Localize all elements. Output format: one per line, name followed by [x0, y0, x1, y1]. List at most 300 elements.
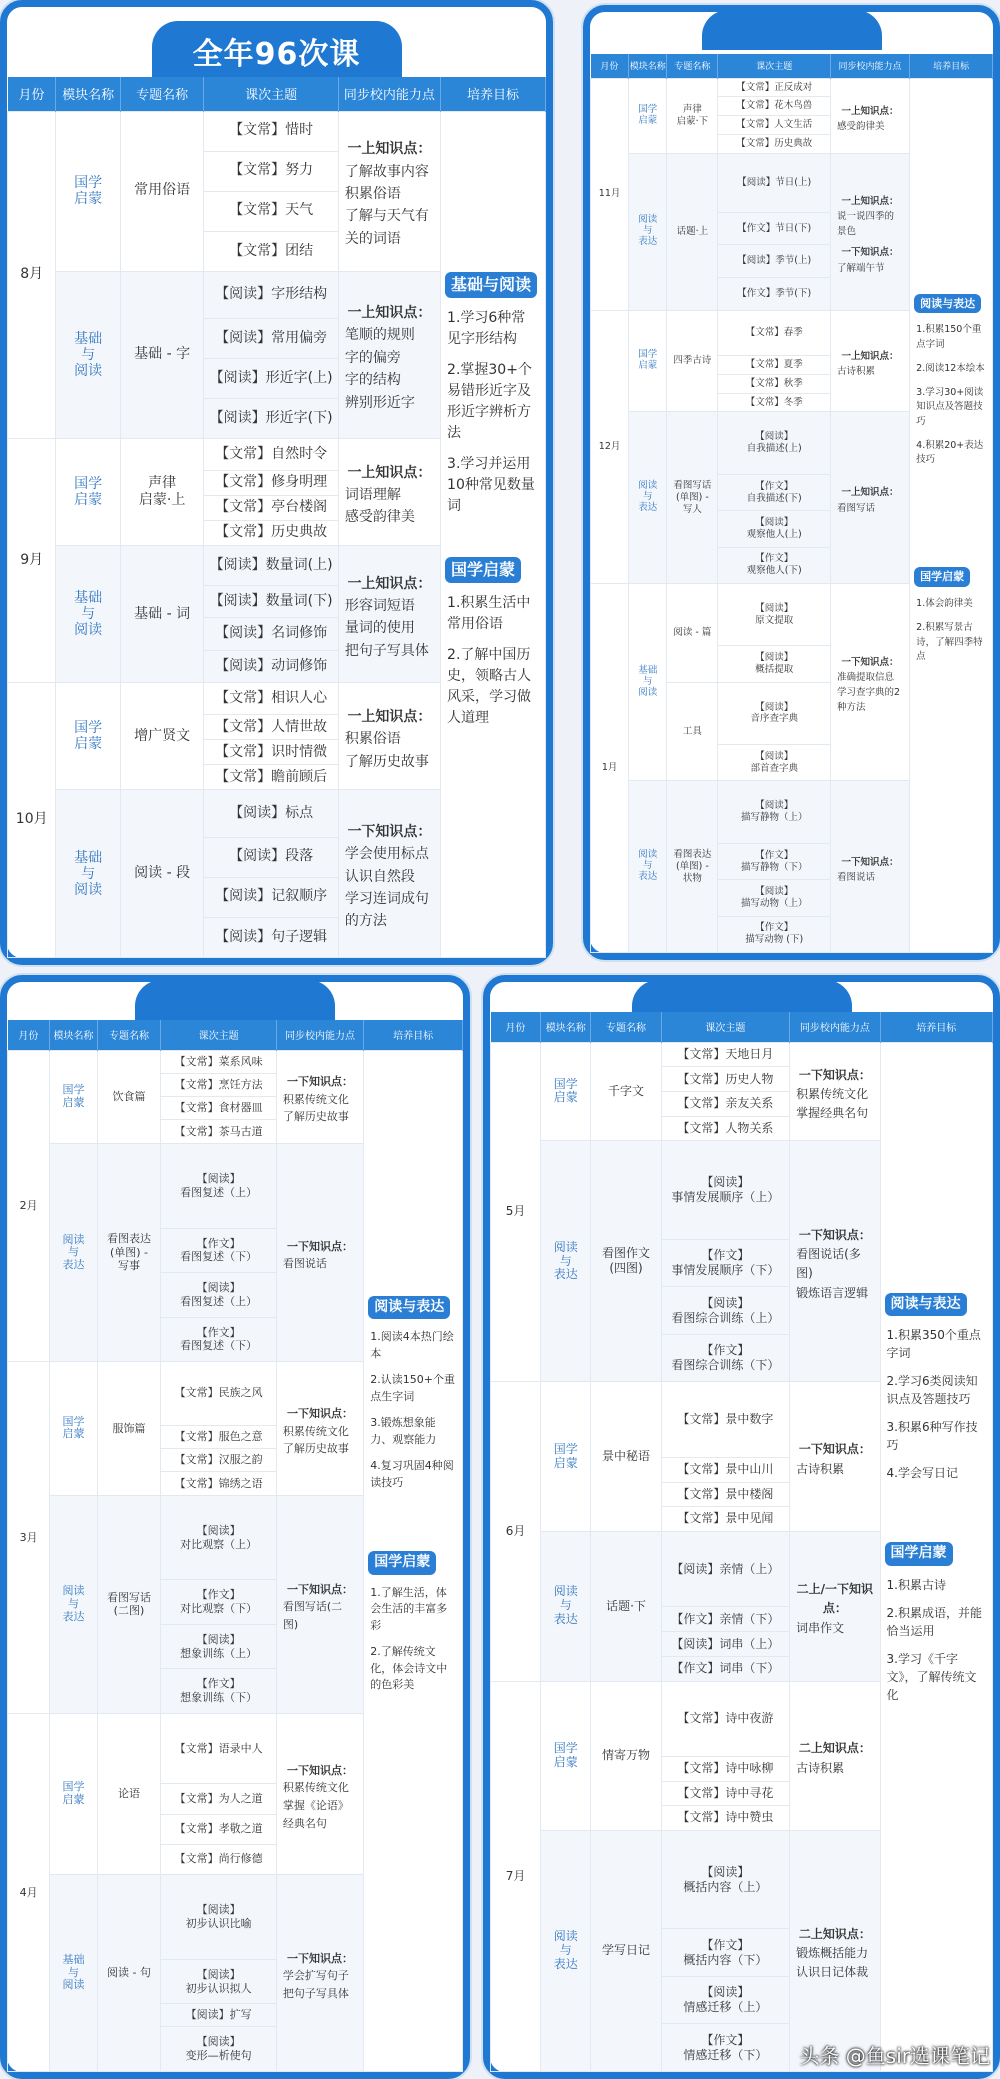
ability-cell: [338, 790, 440, 958]
lesson-cell: 【阅读】动词修饰: [204, 650, 339, 683]
lesson-cell: 【阅读】 看图复述（上）: [161, 1143, 277, 1228]
ability-heading: 一上知识点：: [841, 487, 899, 499]
ability-line: 了解历史故事: [282, 1110, 349, 1124]
ability-line: 古诗积累: [836, 366, 875, 378]
goal-item: 2.阅读12本绘本: [916, 362, 985, 374]
ability-line: 了解与天气有关的词语: [344, 208, 429, 247]
goal-item: 2.了解传统文化，体会诗文中的色彩美: [370, 1645, 448, 1691]
module-cell: 国学 启蒙: [629, 78, 667, 154]
topic-cell: 阅读 - 句: [97, 1874, 161, 2071]
ability-cell: [790, 1141, 880, 1382]
ability-cell: [276, 1050, 363, 1143]
curriculum-table: [7, 77, 546, 958]
lesson-cell: 【阅读】记叙顺序: [204, 877, 339, 917]
month-cell: 8月: [8, 111, 56, 439]
goal-category-tag: 国学启蒙: [368, 1551, 436, 1575]
lesson-cell: 【阅读】 想象训练（上）: [161, 1624, 277, 1669]
ability-line: 感受韵律美: [344, 509, 415, 526]
goals-cell: [910, 78, 993, 953]
ability-heading: 一上知识点：: [347, 141, 432, 158]
ability-line: 看图写话(二图): [282, 1600, 343, 1632]
header-row: [591, 54, 993, 78]
goal-group: [887, 1542, 986, 1704]
lesson-cell: 【阅读】 变形—析使句: [161, 2027, 277, 2072]
table-body: [591, 78, 993, 953]
lesson-cell: 【阅读】 概括内容（上）: [661, 1830, 790, 1929]
ability-line: 锻炼语言逻辑: [796, 1285, 869, 1300]
lesson-cell: 【文常】修身明理: [204, 471, 339, 496]
lesson-cell: 【文常】天气: [204, 191, 339, 231]
module-cell: 阅读 与 表达: [50, 1495, 97, 1713]
lesson-cell: 【文常】汉服之韵: [161, 1448, 277, 1471]
goal-item: 4.复习巩固4种阅读技巧: [370, 1459, 454, 1489]
topic-cell: 增广贤文: [120, 683, 203, 790]
lesson-cell: 【作文】节日(下): [718, 212, 831, 245]
lesson-cell: 【文常】景中见闻: [661, 1507, 790, 1532]
goal-item: 2.学习6类阅读知识点及答题技巧: [886, 1374, 978, 1406]
lesson-cell: 【阅读】名词修饰: [204, 618, 339, 651]
column-header: 模块名称: [629, 54, 667, 78]
column-header: 课次主题: [204, 77, 339, 111]
module-cell: 国学 启蒙: [50, 1713, 97, 1874]
ability-line: 词串作文: [796, 1620, 845, 1635]
ability-line: 看图说话(多图): [796, 1247, 861, 1281]
ability-heading: 一上知识点：: [347, 464, 432, 481]
ability-heading: 一上知识点：: [347, 305, 432, 322]
lesson-cell: 【文常】相识人心: [204, 683, 339, 715]
column-header: 专题名称: [667, 54, 718, 78]
topic-cell: 基础 - 字: [120, 271, 203, 438]
table-row: [491, 1042, 993, 1067]
ability-heading: 一下知识点：: [287, 1075, 354, 1089]
goal-item: 1.积累150个重点字词: [916, 324, 982, 350]
goal-group: [447, 272, 539, 517]
lesson-cell: 【作文】 看图复述（下）: [161, 1228, 277, 1273]
column-header: 同步校内能力点: [790, 1012, 880, 1042]
goal-item: 4.学会写日记: [886, 1466, 958, 1480]
month-cell: 1月: [591, 583, 629, 952]
lesson-cell: 【作文】 看图综合训练（下）: [661, 1334, 790, 1381]
ability-heading: 一下知识点：: [798, 1442, 871, 1457]
goal-category-tag: 国学启蒙: [914, 567, 970, 587]
goal-group: [370, 1551, 456, 1694]
header-row: [491, 1012, 993, 1042]
lesson-cell: 【文常】秋季: [718, 374, 831, 393]
module-cell: 阅读 与 表达: [541, 1531, 591, 1681]
ability-line: 古诗积累: [796, 1461, 845, 1476]
lesson-cell: 【阅读】 概括提取: [718, 646, 831, 682]
goal-category-tag: 阅读与表达: [885, 1293, 967, 1317]
goal-category-tag: 阅读与表达: [368, 1296, 450, 1320]
ability-cell: [790, 1830, 880, 2071]
lesson-cell: 【阅读】节日(上): [718, 154, 831, 213]
ability-cell: [830, 583, 909, 781]
table-header: [8, 77, 546, 111]
lesson-cell: 【文常】食材器皿: [161, 1097, 277, 1120]
lesson-cell: 【阅读】数量词(下): [204, 585, 339, 618]
lesson-cell: 【作文】 看图复述（下）: [161, 1317, 277, 1362]
curriculum-table: [7, 1020, 463, 2072]
goal-item: 1.积累古诗: [886, 1577, 946, 1592]
goal-category-tag: 阅读与表达: [914, 294, 981, 314]
topic-cell: 看图表达 (单图) - 状物: [667, 781, 718, 953]
lesson-cell: 【文常】夏季: [718, 355, 831, 374]
goal-category-tag: 国学启蒙: [885, 1542, 953, 1566]
ability-line: 学习连词成句的方法: [344, 890, 429, 930]
column-header: 专题名称: [591, 1012, 661, 1042]
topic-cell: 常用俗语: [120, 111, 203, 271]
lesson-cell: 【文常】服色之意: [161, 1425, 277, 1448]
lesson-cell: 【阅读】字形结构: [204, 271, 339, 318]
watermark: 头条 @鱼sir选课笔记: [799, 2044, 990, 2068]
ability-heading: 一上知识点：: [841, 195, 899, 207]
ability-line: 词语理解: [344, 487, 401, 503]
ability-cell: [338, 111, 440, 271]
goal-category-tag: 基础与阅读: [445, 272, 537, 298]
lesson-cell: 【阅读】 看图综合训练（上）: [661, 1287, 790, 1334]
lesson-cell: 【阅读】句子逻辑: [204, 917, 339, 957]
topic-cell: 工具: [667, 682, 718, 781]
ability-heading: 一下知识点：: [287, 1763, 354, 1777]
goal-item: 3.学习并运用10种常见数量词: [447, 455, 535, 514]
goal-item: 2.认读150+个重点生字词: [370, 1373, 455, 1403]
module-cell: 阅读 与 表达: [629, 412, 667, 583]
topic-cell: 学写日记: [591, 1830, 661, 2071]
goals-cell: [364, 1050, 463, 2072]
lesson-cell: 【作文】 情感迁移（下）: [661, 2024, 790, 2072]
ability-line: 古诗积累: [796, 1760, 845, 1775]
month-cell: 6月: [491, 1382, 541, 1681]
ability-line: 积累传统文化: [282, 1424, 349, 1438]
module-cell: 国学 启蒙: [56, 439, 121, 546]
ability-cell: [338, 439, 440, 546]
lesson-cell: 【文常】冬季: [718, 393, 831, 412]
module-cell: 基础 与 阅读: [56, 546, 121, 683]
month-cell: 7月: [491, 1681, 541, 2071]
table-body: [8, 1050, 463, 2072]
column-header: 培养目标: [880, 1012, 992, 1042]
column-header: 课次主题: [661, 1012, 790, 1042]
ability-line: 笔顺的规则: [344, 327, 415, 344]
goal-item: 2.了解中国历史，领略古人风采，学习做人道理: [447, 646, 532, 726]
ability-line: 积累传统文化: [282, 1781, 349, 1795]
curriculum-panel-aug-oct: [0, 0, 553, 965]
lesson-cell: 【作文】 自我描述(下): [718, 474, 831, 510]
lesson-cell: 【文常】孝敬之道: [161, 1814, 277, 1844]
topic-cell: 论语: [97, 1713, 161, 1874]
goals-cell: [880, 1042, 992, 2072]
column-header: 课次主题: [718, 54, 831, 78]
lesson-cell: 【阅读】 描写动物（上）: [718, 880, 831, 916]
goal-item: 4.积累20+表达技巧: [916, 439, 984, 465]
ability-line: 了解端午节: [836, 262, 885, 274]
module-cell: 国学 启蒙: [56, 683, 121, 790]
column-header: 同步校内能力点: [830, 54, 909, 78]
ability-line: 认识自然段: [344, 868, 415, 885]
ability-cell: [790, 1042, 880, 1141]
lesson-cell: 【文常】正反成对: [718, 78, 831, 97]
ability-line: 掌握《论语》经典名句: [282, 1798, 349, 1830]
table-row: [591, 78, 993, 97]
lesson-cell: 【阅读】 初步认识拟人: [161, 1959, 277, 2004]
column-header: 课次主题: [161, 1020, 277, 1050]
ability-heading: 一上知识点：: [841, 350, 899, 362]
ability-line: 量词的使用: [344, 620, 415, 637]
ability-cell: [276, 1713, 363, 1874]
ability-heading: 一上知识点：: [347, 575, 432, 592]
curriculum-panel-feb-apr: [0, 975, 470, 2079]
lesson-cell: 【文常】历史人物: [661, 1067, 790, 1092]
lesson-cell: 【文常】团结: [204, 231, 339, 271]
lesson-cell: 【文常】春季: [718, 310, 831, 355]
ability-heading: 一下知识点：: [287, 1951, 354, 1965]
goal-item: 2.掌握30+个易错形近字及形近字辨析方法: [447, 361, 532, 441]
ability-line: 说一说四季的景色: [836, 211, 894, 238]
month-cell: 3月: [8, 1362, 50, 1714]
lesson-cell: 【文常】民族之风: [161, 1362, 277, 1426]
ability-cell: [830, 412, 909, 583]
column-header: 月份: [591, 54, 629, 78]
module-cell: 阅读 与 表达: [541, 1830, 591, 2071]
lesson-cell: 【文常】诗中夜游: [661, 1681, 790, 1757]
lesson-cell: 【文常】烹饪方法: [161, 1073, 277, 1096]
lesson-cell: 【阅读】 情感迁移（上）: [661, 1976, 790, 2023]
module-cell: 基础 与 阅读: [56, 271, 121, 438]
ability-cell: [790, 1382, 880, 1531]
lesson-cell: 【文常】诗中赞虫: [661, 1806, 790, 1831]
header-row: [8, 77, 546, 111]
ability-cell: [338, 683, 440, 790]
lesson-cell: 【文常】瞻前顾后: [204, 765, 339, 790]
topic-cell: 阅读 - 篇: [667, 583, 718, 682]
lesson-cell: 【作文】 想象训练（下）: [161, 1669, 277, 1714]
curriculum-table: [590, 54, 993, 953]
ability-line: 看图说话: [836, 871, 875, 883]
lesson-cell: 【阅读】标点: [204, 790, 339, 837]
topic-cell: 话题·上: [667, 154, 718, 311]
lesson-cell: 【文常】菜系风味: [161, 1050, 277, 1073]
ability-line: 认识日记体裁: [796, 1965, 869, 1980]
topic-cell: 千字文: [591, 1042, 661, 1141]
goal-group: [916, 567, 986, 664]
ability-cell: [338, 271, 440, 438]
ability-line: 学习查字典的2种方法: [836, 687, 901, 714]
ability-heading: 一下知识点：: [287, 1239, 354, 1253]
lesson-cell: 【文常】人文生活: [718, 116, 831, 135]
module-cell: 阅读 与 表达: [541, 1141, 591, 1382]
lesson-cell: 【阅读】 观察他人(上): [718, 511, 831, 547]
goal-category-tag: 国学启蒙: [445, 557, 521, 583]
ability-line: 积累俗语: [344, 185, 401, 202]
topic-cell: 看图写话 (二图): [97, 1495, 161, 1713]
goal-group: [916, 294, 986, 468]
module-cell: 国学 启蒙: [50, 1050, 97, 1143]
lesson-cell: 【作文】词串（下）: [661, 1656, 790, 1681]
ability-line: 锻炼概括能力: [796, 1946, 869, 1961]
goals-cell: [441, 111, 546, 958]
module-cell: 阅读 与 表达: [50, 1143, 97, 1361]
topic-cell: 声律 启蒙·下: [667, 78, 718, 154]
module-cell: 国学 启蒙: [541, 1382, 591, 1531]
month-cell: 5月: [491, 1042, 541, 1382]
ability-heading: 一下知识点：: [287, 1582, 354, 1596]
ability-line: 学会扩写句子: [282, 1969, 349, 1983]
curriculum-panel-nov-jan: [583, 5, 1000, 960]
ability-line: 看图写话: [836, 502, 875, 514]
ability-line: 辨别形近字: [344, 394, 415, 411]
column-header: 月份: [8, 77, 56, 111]
column-header: 模块名称: [56, 77, 121, 111]
topic-cell: 四季古诗: [667, 310, 718, 412]
module-cell: 基础 与 阅读: [56, 790, 121, 958]
lesson-cell: 【阅读】词串（上）: [661, 1632, 790, 1657]
lesson-cell: 【作文】 描写动物 (下): [718, 916, 831, 952]
module-cell: 国学 启蒙: [541, 1042, 591, 1141]
module-cell: 国学 启蒙: [541, 1681, 591, 1830]
ability-cell: [276, 1143, 363, 1361]
lesson-cell: 【阅读】 音序查字典: [718, 682, 831, 745]
ability-heading: 二上知识点：: [798, 1927, 871, 1942]
lesson-cell: 【阅读】季节(上): [718, 245, 831, 278]
lesson-cell: 【文常】努力: [204, 151, 339, 191]
ability-heading: 二上/一下知识点：: [796, 1582, 874, 1616]
column-header: 同步校内能力点: [338, 77, 440, 111]
lesson-cell: 【阅读】常用偏旁: [204, 318, 339, 358]
lesson-cell: 【文常】为人之道: [161, 1784, 277, 1814]
column-header: 专题名称: [97, 1020, 161, 1050]
column-header: 培养目标: [364, 1020, 463, 1050]
topic-cell: 景中秘语: [591, 1382, 661, 1531]
topic-cell: 阅读 - 段: [120, 790, 203, 958]
lesson-cell: 【作文】季节(下): [718, 278, 831, 311]
month-cell: 10月: [8, 683, 56, 958]
goal-group: [887, 1293, 986, 1483]
ability-heading: 二上知识点：: [798, 1741, 871, 1756]
curriculum-table: [490, 1012, 993, 2072]
module-cell: 国学 启蒙: [629, 310, 667, 412]
topic-cell: 饮食篇: [97, 1050, 161, 1143]
lesson-cell: 【文常】亲友关系: [661, 1091, 790, 1116]
month-cell: 9月: [8, 439, 56, 683]
lesson-cell: 【文常】诗中寻花: [661, 1781, 790, 1806]
column-header: 专题名称: [120, 77, 203, 111]
topic-cell: 情寄万物: [591, 1681, 661, 1830]
lesson-cell: 【文常】花木鸟兽: [718, 97, 831, 116]
ability-cell: [338, 546, 440, 683]
table-header: [591, 54, 993, 78]
lesson-cell: 【文常】景中楼阁: [661, 1482, 790, 1507]
month-cell: 2月: [8, 1050, 50, 1362]
ability-cell: [830, 310, 909, 412]
goal-item: 3.学习《千字文》，了解传统文化: [886, 1651, 977, 1702]
month-cell: 11月: [591, 78, 629, 310]
ability-heading: 一下知识点：: [798, 1067, 871, 1082]
ability-line: 把句子写具体: [344, 642, 429, 659]
goal-item: 1.体会韵律美: [916, 598, 973, 609]
module-cell: 国学 启蒙: [50, 1362, 97, 1496]
ability-heading: 一下知识点：: [347, 823, 432, 840]
lesson-cell: 【文常】惜时: [204, 111, 339, 151]
ability-cell: [830, 78, 909, 154]
lesson-cell: 【作文】 描写静物（下）: [718, 844, 831, 880]
ability-cell: [830, 154, 909, 311]
goal-item: 3.锻炼想象能力、观察能力: [370, 1416, 437, 1446]
lesson-cell: 【作文】 概括内容（下）: [661, 1929, 790, 1976]
ability-cell: [276, 1874, 363, 2071]
lesson-cell: 【作文】 事情发展顺序（下）: [661, 1239, 790, 1286]
module-cell: 阅读 与 表达: [629, 154, 667, 311]
lesson-cell: 【文常】茶马古道: [161, 1120, 277, 1143]
lesson-cell: 【文常】锦绣之语: [161, 1472, 277, 1495]
topic-cell: 声律 启蒙·上: [120, 439, 203, 546]
panel-tab: [702, 10, 882, 50]
header-row: [8, 1020, 463, 1050]
column-header: 同步校内能力点: [276, 1020, 363, 1050]
ability-line: 字的结构: [344, 372, 401, 389]
lesson-cell: 【文常】人物关系: [661, 1116, 790, 1141]
lesson-cell: 【文常】自然时令: [204, 439, 339, 471]
ability-heading: 一下知识点：: [841, 656, 899, 668]
module-cell: 国学 启蒙: [56, 111, 121, 271]
topic-cell: 看图表达 (单图) - 写事: [97, 1143, 161, 1361]
lesson-cell: 【阅读】 事情发展顺序（上）: [661, 1141, 790, 1240]
goal-item: 1.学习6种常见字形结构: [447, 309, 526, 347]
column-header: 培养目标: [910, 54, 993, 78]
lesson-cell: 【文常】历史典故: [718, 135, 831, 154]
lesson-cell: 【文常】人情世故: [204, 715, 339, 740]
ability-line: 了解历史故事: [344, 753, 429, 770]
lesson-cell: 【阅读】 描写静物（上）: [718, 781, 831, 844]
table-body: [491, 1042, 993, 2072]
lesson-cell: 【阅读】数量词(上): [204, 546, 339, 586]
ability-line: 看图说话: [282, 1257, 327, 1271]
goal-item: 2.积累成语，并能恰当运用: [886, 1605, 982, 1638]
lesson-cell: 【阅读】亲情（上）: [661, 1531, 790, 1607]
lesson-cell: 【文常】诗中咏柳: [661, 1757, 790, 1782]
lesson-cell: 【文常】亭台楼阁: [204, 496, 339, 521]
month-cell: 12月: [591, 310, 629, 583]
lesson-cell: 【文常】天地日月: [661, 1042, 790, 1067]
ability-heading: 一上知识点：: [841, 105, 899, 117]
goal-group: [370, 1296, 456, 1492]
ability-line: 感受韵律美: [836, 120, 885, 132]
goal-item: 3.积累6种写作技巧: [886, 1420, 978, 1452]
topic-cell: 话题·下: [591, 1531, 661, 1681]
column-header: 月份: [8, 1020, 50, 1050]
module-cell: 基础 与 阅读: [50, 1874, 97, 2071]
table-header: [491, 1012, 993, 1042]
ability-line: 了解历史故事: [282, 1442, 349, 1456]
lesson-cell: 【文常】景中山川: [661, 1458, 790, 1483]
table-row: [8, 111, 546, 151]
lesson-cell: 【阅读】扩写: [161, 2004, 277, 2027]
lesson-cell: 【阅读】 自我描述(上): [718, 412, 831, 475]
lesson-cell: 【作文】 观察他人(下): [718, 547, 831, 583]
panel-title: 全年96次课: [152, 21, 402, 81]
ability-heading: 一下知识点：: [841, 247, 899, 259]
goal-item: 2.积累写景古诗，了解四季特点: [916, 622, 983, 662]
topic-cell: 看图作文 (四图): [591, 1141, 661, 1382]
month-cell: 4月: [8, 1713, 50, 2071]
ability-line: 积累传统文化: [282, 1092, 349, 1106]
column-header: 月份: [491, 1012, 541, 1042]
ability-line: 把句子写具体: [282, 1986, 349, 2000]
ability-heading: 一下知识点：: [287, 1406, 354, 1420]
ability-line: 准确提取信息: [836, 671, 894, 683]
lesson-cell: 【阅读】 原文提取: [718, 583, 831, 646]
ability-cell: [276, 1362, 363, 1496]
goal-group: [447, 557, 539, 729]
